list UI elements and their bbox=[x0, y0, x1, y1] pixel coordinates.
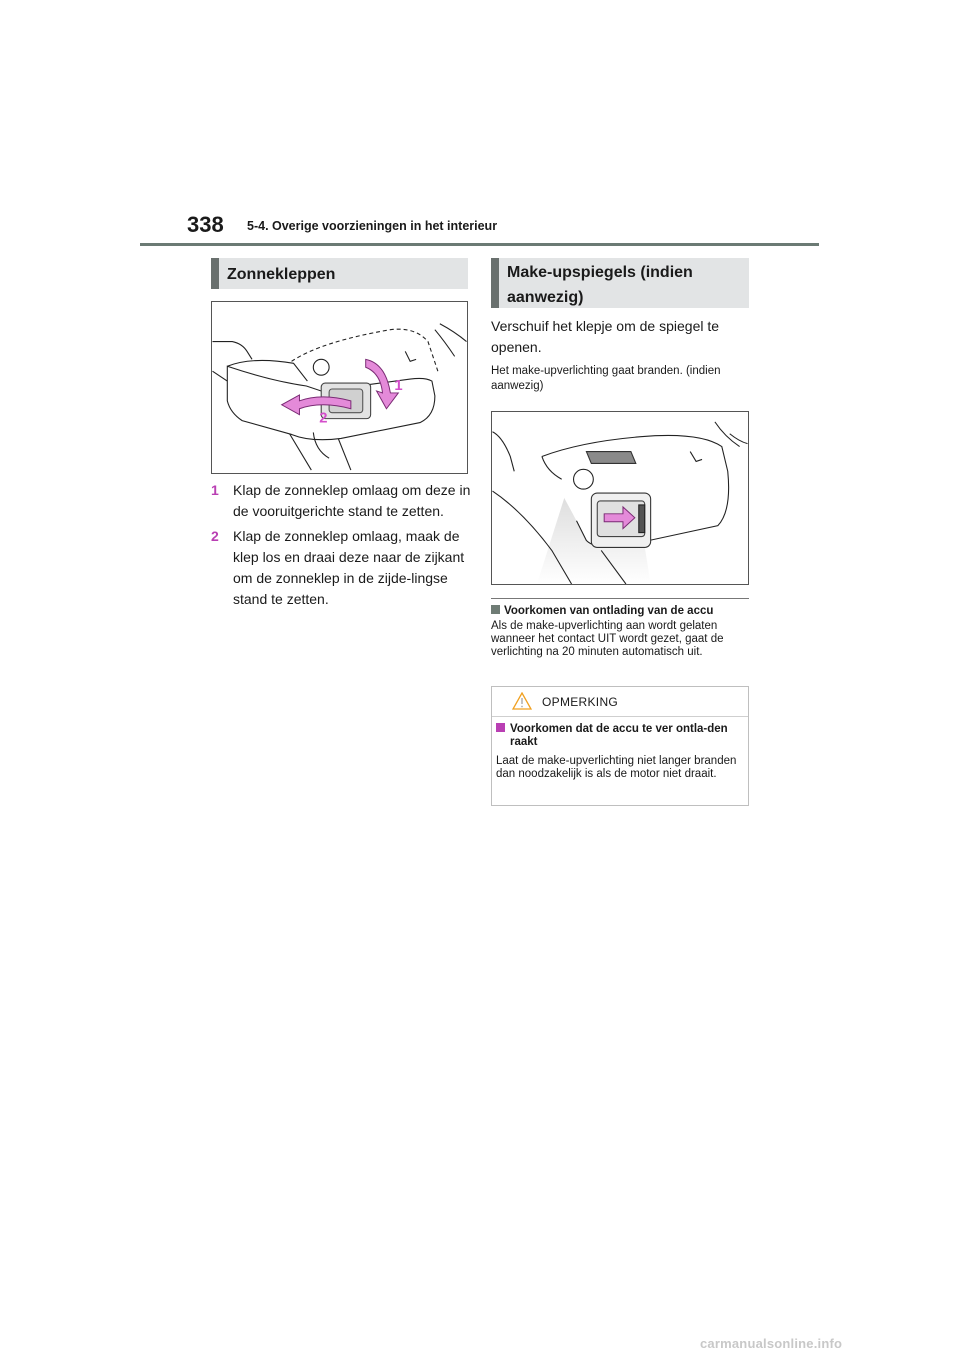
watermark: carmanualsonline.info bbox=[700, 1336, 843, 1351]
battery-subheading bbox=[491, 604, 749, 618]
notice-subheading bbox=[496, 723, 755, 749]
notice-header bbox=[492, 687, 748, 717]
heading-sun-visors: Zonnekleppen bbox=[211, 258, 468, 289]
notice-subheading-text: Voorkomen dat de accu te ver ontla-den raakt bbox=[510, 723, 728, 748]
step-item bbox=[211, 526, 471, 610]
square-bullet-icon bbox=[496, 723, 505, 732]
section-title: 5-4. Overige voorzieningen in het interieur bbox=[247, 219, 498, 233]
page-number: 338 bbox=[187, 212, 224, 237]
header-rule bbox=[140, 243, 819, 246]
step-list bbox=[211, 480, 471, 614]
notice-text: Laat de make-upverlichting niet langer branden dan noodzakelijk is als de motor niet draait. bbox=[496, 755, 737, 780]
step-number: 2 bbox=[211, 528, 219, 544]
callout-1: 1 bbox=[394, 377, 403, 394]
mirror-intro-text: Verschuif het klepje om de spiegel te openen. bbox=[491, 318, 720, 355]
sun-visor-drawing bbox=[212, 302, 467, 473]
mirror-light-note: Het make-upverlichting gaat branden. (indien aanwezig) bbox=[491, 365, 721, 392]
step-text: Klap de zonneklep omlaag, maak de klep los en draai deze naar de zijkant om de zonneklep in de zijde-lingse stand te zetten. bbox=[233, 528, 465, 607]
sun-visor-illustration bbox=[211, 301, 468, 474]
heading-vanity-mirrors: Make-upspiegels (indien aanwezig) bbox=[491, 258, 749, 308]
notice-box bbox=[491, 686, 749, 806]
square-bullet-icon bbox=[491, 605, 500, 614]
callout-2: 2 bbox=[319, 410, 328, 427]
notice-title: OPMERKING bbox=[542, 695, 619, 709]
vanity-mirror-drawing bbox=[492, 412, 748, 584]
section-divider bbox=[491, 598, 749, 599]
battery-text: Als de make-upverlichting aan wordt gelaten wanneer het contact UIT wordt gezet, gaat de verlichting na 20 minuten automatisch uit. bbox=[491, 620, 724, 658]
battery-subheading-text: Voorkomen van ontlading van de accu bbox=[504, 605, 714, 617]
vanity-mirror-illustration bbox=[491, 411, 749, 585]
warning-triangle-icon bbox=[512, 692, 532, 710]
step-number: 1 bbox=[211, 482, 219, 498]
step-text: Klap de zonneklep omlaag om deze in de vooruitgerichte stand te zetten. bbox=[233, 482, 471, 519]
step-item bbox=[211, 480, 471, 522]
